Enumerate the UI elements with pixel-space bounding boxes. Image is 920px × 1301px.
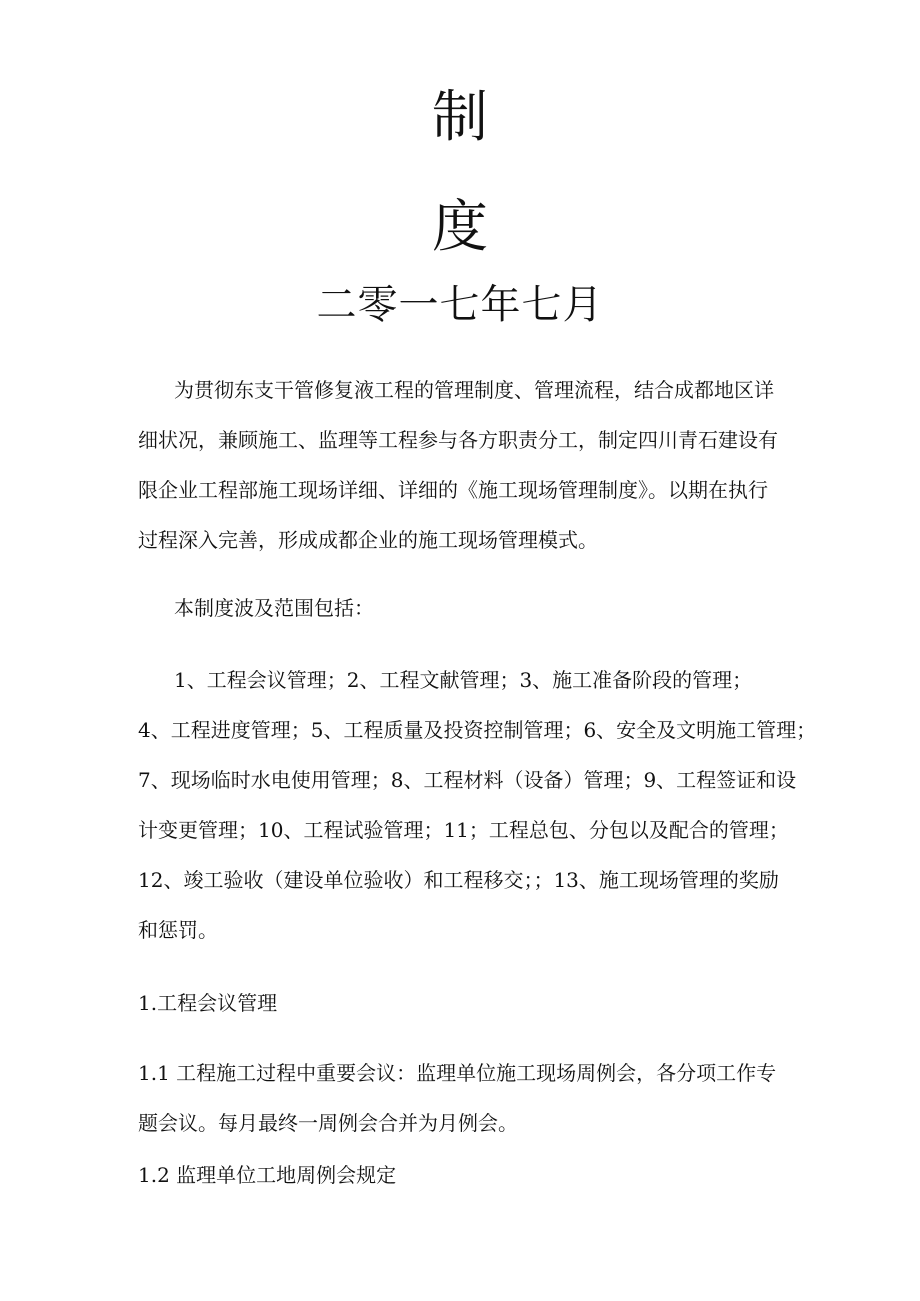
section-1-2-title: 1.2 监理单位工地周例会规定 [138, 1163, 397, 1187]
intro-line: 限企业工程部施工现场详细、详细的《施工现场管理制度》。以期在执行 [138, 478, 768, 502]
section-1-1-paragraph [138, 1048, 798, 1148]
scope-line: 4、工程进度管理；5、工程质量及投资控制管理；6、安全及文明施工管理； [138, 718, 817, 742]
scope-line: 和惩罚。 [138, 918, 218, 942]
section-1-2-heading [138, 1150, 798, 1200]
section-1-1-line: 题会议。每月最终一周例会合并为月例会。 [138, 1111, 518, 1135]
scope-line: 计变更管理；10、工程试验管理；11；工程总包、分包以及配合的管理； [138, 818, 789, 842]
section-1-heading [138, 978, 798, 1028]
document-date: 二零一七年七月 [316, 282, 604, 328]
intro-line: 为贯彻东支干管修复液工程的管理制度、管理流程，结合成都地区详 [174, 378, 774, 402]
scope-list-paragraph [138, 655, 817, 955]
section-1-title: 1.工程会议管理 [138, 991, 278, 1015]
title-char-du: 度 [432, 195, 488, 260]
title-char-zhi: 制 [432, 85, 488, 150]
scope-line: 1、工程会议管理；2、工程文献管理；3、施工准备阶段的管理； [174, 668, 753, 692]
scope-line: 12、竣工验收（建设单位验收）和工程移交；；13、施工现场管理的奖励 [138, 868, 779, 892]
intro-line: 过程深入完善，形成成都企业的施工现场管理模式。 [138, 528, 598, 552]
scope-intro-text: 本制度波及范围包括： [174, 596, 374, 620]
scope-intro [138, 583, 798, 633]
intro-line: 细状况，兼顾施工、监理等工程参与各方职责分工，制定四川青石建设有 [138, 428, 778, 452]
scope-line: 7、现场临时水电使用管理；8、工程材料（设备）管理；9、工程签证和设 [138, 768, 797, 792]
section-1-1-line: 1.1 工程施工过程中重要会议：监理单位施工现场周例会，各分项工作专 [138, 1061, 777, 1085]
intro-paragraph [138, 365, 798, 565]
